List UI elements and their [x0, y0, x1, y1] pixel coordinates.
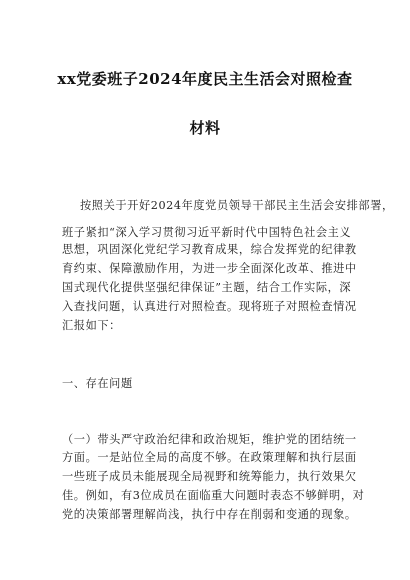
subsection-paragraph-line: 一些班子成员未能展现全局视野和统筹能力，执行效果欠: [62, 470, 357, 483]
subsection-paragraph-line: 佳。例如，有3位成员在面临重大问题时表态不够鲜明，对: [62, 489, 365, 502]
intro-paragraph-line: 汇报如下：: [62, 319, 121, 332]
intro-paragraph-line: 按照关于开好2024年度党员领导干部民主生活会安排部署，: [80, 199, 394, 212]
document-title-line-2: 材料: [189, 119, 221, 137]
intro-paragraph-line: 班子紧扣“深入学习贯彻习近平新时代中国特色社会主义: [62, 226, 352, 239]
intro-paragraph-line: 国式现代化提供坚强纪律保证”主题，结合工作实际，深: [62, 281, 352, 294]
subsection-paragraph-line: （一）带头严守政治纪律和政治规矩，维护党的团结统一: [62, 433, 357, 446]
document-title-line-1: xx党委班子2024年度民主生活会对照检查: [57, 70, 353, 88]
intro-paragraph-line: 思想，巩固深化党纪学习教育成果，综合发挥党的纪律教: [62, 243, 357, 256]
intro-paragraph-line: 入查找问题，认真进行对照检查。现将班子对照检查情况: [62, 300, 357, 313]
section-heading: 一、存在问题: [62, 377, 133, 390]
subsection-paragraph-line: 方面。一是站位全局的高度不够。在政策理解和执行层面: [62, 451, 357, 464]
intro-paragraph-line: 育约束、保障激励作用，为进一步全面深化改革、推进中: [62, 262, 357, 275]
subsection-paragraph-line: 党的决策部署理解尚浅，执行中存在削弱和变通的现象。: [62, 508, 357, 521]
